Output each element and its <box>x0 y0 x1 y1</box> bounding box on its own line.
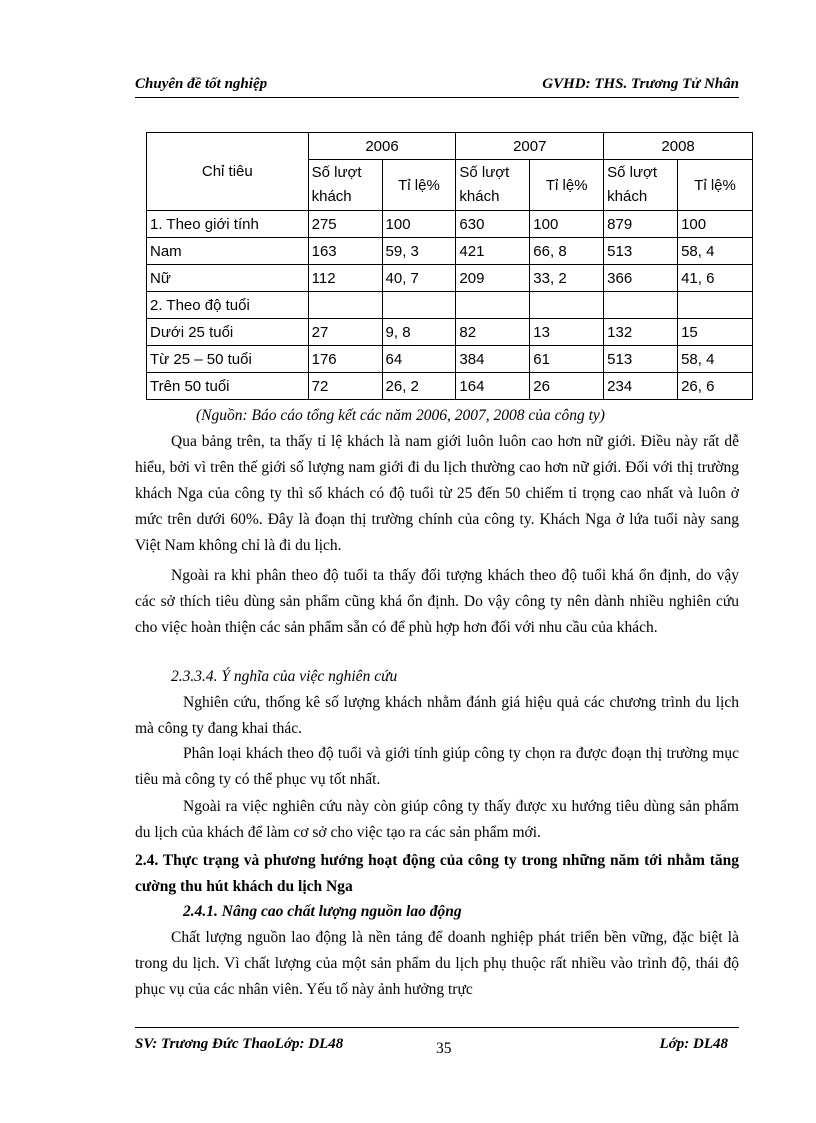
table-cell: 82 <box>456 319 530 346</box>
footer-rule <box>135 1027 739 1028</box>
rate-header: Tỉ lệ% <box>530 160 604 211</box>
count-header: Số lượt khách <box>456 160 530 211</box>
table-cell: 100 <box>678 211 753 238</box>
table-cell: 209 <box>456 265 530 292</box>
table-cell: 112 <box>308 265 382 292</box>
header-left: Chuyên đề tốt nghiệp <box>135 76 268 92</box>
table-row <box>147 211 753 238</box>
table-row <box>147 319 753 346</box>
paragraph: Chất lượng nguồn lao động là nền tảng để doanh nghiệp phát triển bền vững, đặc biệt là trong du lịch. Vì chất lượng của một sản phẩm du lịch phụ thuộc rất nhiều vào trình độ, thái độ phục vụ của các nhân viên. Yếu tố này ảnh hưởng trực <box>135 929 739 998</box>
year-header: 2008 <box>604 133 753 160</box>
table-row <box>147 346 753 373</box>
customer-statistics-table <box>146 132 753 400</box>
year-header: 2007 <box>456 133 604 160</box>
subsection-heading: 2.4.1. Nâng cao chất lượng nguồn lao động <box>183 903 462 920</box>
table-cell: 421 <box>456 238 530 265</box>
table-cell <box>382 292 456 319</box>
page-number: 35 <box>436 1040 452 1057</box>
table-cell: 513 <box>604 238 678 265</box>
paragraph: Ngoài ra khi phân theo độ tuổi ta thấy đối tượng khách theo độ tuổi khá ổn định, do vậy các sở thích tiêu dùng sản phẩm cũng khá ổn định. Do vậy công ty nên dành nhiều nghiên cứu cho việc hoàn thiện các sản phẩm sẵn có để phù hợp hơn đối với nhu cầu của khách. <box>135 567 739 636</box>
subheading: 2.3.3.4. Ý nghĩa của việc nghiên cứu <box>171 668 398 685</box>
table-cell: 9, 8 <box>382 319 456 346</box>
table-cell: 61 <box>530 346 604 373</box>
row-label: Dưới 25 tuổi <box>147 319 309 346</box>
table-cell: 27 <box>308 319 382 346</box>
table-cell: 58, 4 <box>678 346 753 373</box>
table-cell <box>604 292 678 319</box>
table-cell: 40, 7 <box>382 265 456 292</box>
table-caption: (Nguồn: Báo cáo tổng kết các năm 2006, 2007, 2008 của công ty) <box>196 407 605 424</box>
rate-header: Tỉ lệ% <box>382 160 456 211</box>
table-row <box>147 238 753 265</box>
rate-header: Tỉ lệ% <box>678 160 753 211</box>
paragraph: Ngoài ra việc nghiên cứu này còn giúp công ty thấy được xu hướng tiêu dùng sản phẩm du lịch của khách để làm cơ sở cho việc tạo ra các sản phẩm mới. <box>135 798 739 841</box>
row-label: 1. Theo giới tính <box>147 211 309 238</box>
row-label: Nữ <box>147 265 309 292</box>
table-cell <box>456 292 530 319</box>
table-cell: 384 <box>456 346 530 373</box>
table-cell: 176 <box>308 346 382 373</box>
table-cell: 64 <box>382 346 456 373</box>
header-right: GVHD: THS. Trương Tử Nhân <box>542 76 739 92</box>
table-cell: 66, 8 <box>530 238 604 265</box>
table-cell: 630 <box>456 211 530 238</box>
footer-left: SV: Trương Đức ThaoLớp: DL48 <box>135 1036 344 1052</box>
row-label: Trên 50 tuổi <box>147 373 309 400</box>
table-cell: 72 <box>308 373 382 400</box>
table-row <box>147 265 753 292</box>
table-cell: 26, 6 <box>678 373 753 400</box>
table-cell: 879 <box>604 211 678 238</box>
paragraph: Phân loại khách theo độ tuổi và giới tính giúp công ty chọn ra được đoạn thị trường mục tiêu mà công ty có thể phục vụ tốt nhất. <box>135 745 739 788</box>
paragraph: Nghiên cứu, thống kê số lượng khách nhằm đánh giá hiệu quả các chương trình du lịch mà công ty đang khai thác. <box>135 694 739 737</box>
table-cell: 513 <box>604 346 678 373</box>
row-label: Nam <box>147 238 309 265</box>
table-cell <box>530 292 604 319</box>
row-label: Từ 25 – 50 tuổi <box>147 346 309 373</box>
year-header: 2006 <box>308 133 456 160</box>
table-cell: 100 <box>530 211 604 238</box>
section-heading: 2.4. Thực trạng và phương hướng hoạt động của công ty trong những năm tới nhằm tăng cường thu hút khách du lịch Nga <box>135 852 739 895</box>
table-row <box>147 292 753 319</box>
table-cell: 41, 6 <box>678 265 753 292</box>
footer-right: Lớp: DL48 <box>659 1036 728 1052</box>
count-header: Số lượt khách <box>604 160 678 211</box>
table-cell: 33, 2 <box>530 265 604 292</box>
table-header-row <box>147 133 753 160</box>
table-cell: 164 <box>456 373 530 400</box>
table-cell: 59, 3 <box>382 238 456 265</box>
count-header: Số lượt khách <box>308 160 382 211</box>
table-cell: 15 <box>678 319 753 346</box>
table-cell: 234 <box>604 373 678 400</box>
table-cell: 26, 2 <box>382 373 456 400</box>
table-cell: 26 <box>530 373 604 400</box>
table-cell: 275 <box>308 211 382 238</box>
table-cell: 100 <box>382 211 456 238</box>
table-cell <box>678 292 753 319</box>
paragraph: Qua bảng trên, ta thấy tỉ lệ khách là nam giới luôn luôn cao hơn nữ giới. Điều này rất dễ hiểu, bởi vì trên thế giới số lượng nam giới đi du lịch thường cao hơn nữ giới. Đối với thị trường khách Nga của công ty thì số khách có độ tuổi từ 25 đến 50 chiếm tỉ trọng cao nhất và luôn ở mức trên dưới 60%. Đây là đoạn thị trường chính của công ty. Khách Nga ở lứa tuổi này sang Việt Nam không chỉ là đi du lịch. <box>135 433 739 554</box>
table-row <box>147 373 753 400</box>
table-cell <box>308 292 382 319</box>
table-cell: 58, 4 <box>678 238 753 265</box>
table-cell: 132 <box>604 319 678 346</box>
table-cell: 13 <box>530 319 604 346</box>
header-rule <box>135 97 739 98</box>
table-cell: 163 <box>308 238 382 265</box>
table-cell: 366 <box>604 265 678 292</box>
table-header-label: Chỉ tiêu <box>147 133 309 211</box>
row-label: 2. Theo độ tuổi <box>147 292 309 319</box>
